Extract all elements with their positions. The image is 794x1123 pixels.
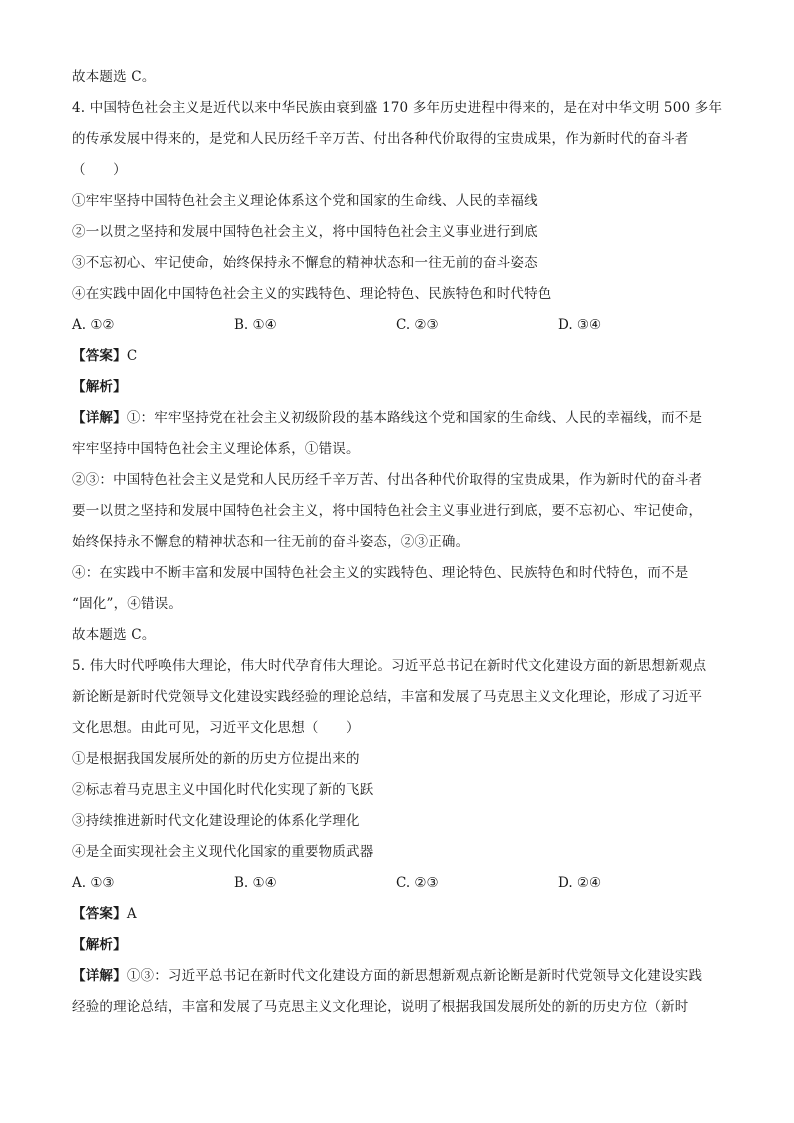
question-4-stem: 的传承发展中得来的，是党和人民历经千辛万苦、付出各种代价取得的宝贵成果，作为新时代的奋斗者: [72, 131, 689, 147]
question-4-detail: ②③：中国特色社会主义是党和人民历经千辛万苦、付出各种代价取得的宝贵成果，作为新时代的奋斗者: [72, 472, 703, 488]
question-4-detail: ④：在实践中不断丰富和发展中国特色社会主义的实践特色、理论特色、民族特色和时代特色，而不是: [72, 565, 689, 581]
question-5-item-4: ④是全面实现社会主义现代化国家的重要物质武器: [72, 844, 374, 860]
question-5-item-3: ③持续推进新时代文化建设理论的体系化学理化: [72, 813, 360, 829]
question-4-answer: [72, 341, 732, 372]
question-4-item-2: ②一以贯之坚持和发展中国特色社会主义，将中国特色社会主义事业进行到底: [72, 224, 538, 240]
analysis-tag: 【解析】: [72, 937, 127, 953]
option-a: A. ①②: [72, 317, 115, 333]
question-4-item-3: ③不忘初心、牢记使命，始终保持永不懈怠的精神状态和一往无前的奋斗姿态: [72, 255, 538, 271]
question-5-detail: [72, 961, 732, 992]
detail-tag: 【详解】: [72, 968, 127, 984]
answer-tag: 【答案】: [72, 348, 127, 364]
detail-text: ①③：习近平总书记在新时代文化建设方面的新思想新观点新论断是新时代党领导文化建设实践: [126, 968, 703, 984]
answer-tag: 【答案】: [72, 906, 127, 922]
question-5-stem: 文化思想。由此可见，习近平文化思想（ ）: [72, 720, 360, 736]
option-a: A. ①③: [72, 875, 115, 891]
option-b: B. ①④: [234, 317, 277, 333]
detail-tag: 【详解】: [72, 410, 127, 426]
analysis-tag: 【解析】: [72, 379, 127, 395]
question-5-analysis: [72, 930, 732, 961]
text-line: 故本题选 C。: [72, 69, 156, 85]
answer-value: C: [126, 348, 138, 364]
detail-text: ①：牢牢坚持党在社会主义初级阶段的基本路线这个党和国家的生命线、人民的幸福线，而不是: [126, 410, 703, 426]
question-4-detail: “固化”，④错误。: [72, 596, 183, 612]
option-c: C. ②③: [396, 875, 439, 891]
document-page: [72, 62, 732, 1023]
question-4-stem: 4. 中国特色社会主义是近代以来中华民族由衰到盛 170 多年历史进程中得来的，是在对中华文明 500 多年: [72, 100, 723, 116]
question-4-detail: 要一以贯之坚持和发展中国特色社会主义，将中国特色社会主义事业进行到底，要不忘初心、牢记使命，: [72, 503, 703, 519]
question-4-analysis: [72, 372, 732, 403]
question-4-detail: [72, 403, 732, 434]
question-5-item-1: ①是根据我国发展所处的新的历史方位提出来的: [72, 751, 360, 767]
option-b: B. ①④: [234, 875, 277, 891]
question-5-options: [72, 868, 732, 899]
question-4-blank: （ ）: [72, 162, 127, 178]
question-5-stem: 新论断是新时代党领导文化建设实践经验的理论总结，丰富和发展了马克思主义文化理论，形成了习近平: [72, 689, 703, 705]
question-4-detail: 始终保持永不懈怠的精神状态和一往无前的奋斗姿态，②③正确。: [72, 534, 470, 550]
option-d: D. ②④: [558, 875, 602, 891]
question-4-conclusion: 故本题选 C。: [72, 627, 156, 643]
option-d: D. ③④: [558, 317, 602, 333]
question-5-stem: 5. 伟大时代呼唤伟大理论，伟大时代孕育伟大理论。习近平总书记在新时代文化建设方面的新思想新观点: [72, 658, 707, 674]
question-4-item-4: ④在实践中固化中国特色社会主义的实践特色、理论特色、民族特色和时代特色: [72, 286, 552, 302]
question-4-options: [72, 310, 732, 341]
option-c: C. ②③: [396, 317, 439, 333]
question-5-answer: [72, 899, 732, 930]
question-4-detail: 牢牢坚持中国特色社会主义理论体系，①错误。: [72, 441, 360, 457]
question-4-item-1: ①牢牢坚持中国特色社会主义理论体系这个党和国家的生命线、人民的幸福线: [72, 193, 538, 209]
answer-value: A: [126, 906, 137, 922]
question-5-detail: 经验的理论总结，丰富和发展了马克思主义文化理论，说明了根据我国发展所处的新的历史方位（新时: [72, 999, 689, 1015]
question-5-item-2: ②标志着马克思主义中国化时代化实现了新的飞跃: [72, 782, 374, 798]
